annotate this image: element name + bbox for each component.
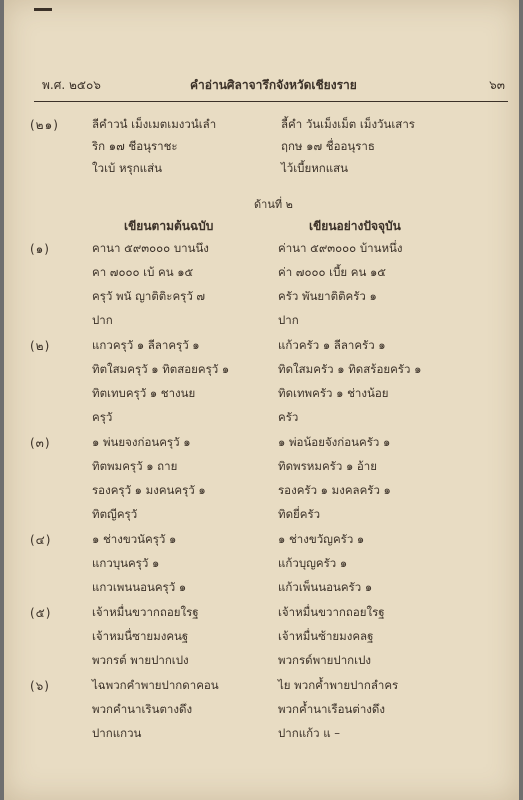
original-line: ๑ ช่างขวนัครุวั ๑ bbox=[92, 532, 177, 546]
original-line: ปาก bbox=[92, 313, 113, 327]
original-line: ทิตใสมครุวั ๑ ทิตสอยครุวั ๑ bbox=[92, 362, 230, 376]
header-year: พ.ศ. ๒๕๐๖ bbox=[42, 78, 101, 92]
modern-line: ปากแก้ว แ – bbox=[278, 726, 341, 740]
original-line: แกวเพนนอนครุวั ๑ bbox=[92, 580, 187, 594]
modern-line: ค่านา ๕๙๓๐๐๐ บ้านหนึ่ง bbox=[278, 241, 403, 255]
side-subtitle: ด้านที่ ๒ bbox=[254, 198, 293, 211]
original-line: ครุวั bbox=[92, 410, 113, 424]
modern-line: ไย พวกค้ำพายปากลำคร bbox=[278, 678, 399, 692]
page-mark bbox=[34, 8, 52, 11]
modern-line: เจ้าหมื่นขวากถอยใรฐ bbox=[278, 605, 385, 619]
original-line: คา ๗๐๐๐ เบ้ คน ๑๕ bbox=[92, 265, 194, 279]
original-line: ไฉพวกคำพายปากดาคอน bbox=[92, 678, 219, 692]
running-header bbox=[4, 76, 519, 96]
modern-line: แก้วบุญครัว ๑ bbox=[278, 556, 348, 570]
modern-line: ครัว พันยาติติครัว ๑ bbox=[278, 289, 377, 303]
entry-number: (๓) bbox=[30, 436, 51, 450]
page-number: ๖๓ bbox=[489, 78, 505, 92]
original-line: แกวครุวั ๑ ลีลาครุวั ๑ bbox=[92, 338, 200, 352]
modern-line: แก้วเพ็นนอนครัว ๑ bbox=[278, 580, 373, 594]
entry-number: (๑) bbox=[30, 242, 50, 256]
modern-line: แก้วครัว ๑ ลีลาครัว ๑ bbox=[278, 338, 386, 352]
entry-number: (๖) bbox=[30, 679, 50, 693]
modern-line: รองครัว ๑ มงคลครัว ๑ bbox=[278, 483, 391, 497]
original-line: แกวบุนครุวั ๑ bbox=[92, 556, 160, 570]
original-line: ริก ๑๗ ชีอนุราชะ bbox=[92, 139, 178, 153]
entry-number: (๒) bbox=[30, 339, 51, 353]
original-line: รองครุวั ๑ มงคนครุวั ๑ bbox=[92, 483, 206, 497]
modern-line: ปาก bbox=[278, 313, 299, 327]
modern-line: ครัว bbox=[278, 410, 299, 424]
original-line: ครุวั พนั ญาติติะครุวั ๗ bbox=[92, 289, 206, 303]
modern-line: ทิดพรหมครัว ๑ อ้าย bbox=[278, 459, 378, 473]
modern-line: ทิดเทพครัว ๑ ช่างน้อย bbox=[278, 386, 389, 400]
modern-line: พวกค้ำนาเรือนต่างดึง bbox=[278, 702, 385, 716]
original-line: ทิตพมครุวั ๑ ถาย bbox=[92, 459, 178, 473]
modern-line: พวกรด์พายปากเปง bbox=[278, 653, 371, 667]
modern-line: ฤกษ ๑๗ ชื่ออนุราธ bbox=[281, 139, 375, 153]
original-line: พวกคำนาเรินตางดึง bbox=[92, 702, 193, 716]
original-line: พวกรต์ พายปากเปง bbox=[92, 653, 189, 667]
column-heading-original: เขียนตามต้นฉบับ bbox=[124, 219, 214, 233]
entry-number: (๔) bbox=[30, 533, 52, 547]
modern-line: ๑ ช่างขวัญครัว ๑ bbox=[278, 532, 365, 546]
original-line: ทิตญีครุวั bbox=[92, 507, 138, 521]
modern-line: ๑ พ่อน้อยจังก่อนครัว ๑ bbox=[278, 435, 391, 449]
original-line: ใวเบ้ หรุกแส่น bbox=[92, 161, 162, 175]
original-line: คานา ๕๙๓๐๐๐ บานนึง bbox=[92, 241, 209, 255]
header-title: คำอ่านศิลาจารึกจังหวัดเชียงราย bbox=[190, 78, 357, 92]
original-line: เจ้าหมื่นขวากถอยใรฐ bbox=[92, 605, 199, 619]
section-number: (๒๑) bbox=[30, 118, 59, 132]
modern-line: ทิดยี่ครัว bbox=[278, 507, 321, 521]
header-rule bbox=[34, 101, 508, 102]
entry-number: (๕) bbox=[30, 606, 52, 620]
book-page bbox=[4, 0, 519, 800]
modern-line: ค่า ๗๐๐๐ เบี้ย คน ๑๕ bbox=[278, 265, 387, 279]
modern-line: เจ้าหมื่นซ้ายมงคลฐ bbox=[278, 629, 374, 643]
original-line: ลีคำวนํ เม็งเมตเมงวนํเลํา bbox=[92, 117, 217, 131]
original-line: ๑ พ่นยจงก่อนครุวั ๑ bbox=[92, 435, 191, 449]
original-line: ปากแกวน bbox=[92, 726, 142, 740]
original-line: ทิตเทบครุวั ๑ ชางนย bbox=[92, 386, 196, 400]
column-heading-modern: เขียนอย่างปัจจุบัน bbox=[309, 219, 401, 233]
original-line: เจ้าหมนื่ซายมงคนฐ bbox=[92, 629, 189, 643]
modern-line: ทิดใสมครัว ๑ ทิดสร้อยครัว ๑ bbox=[278, 362, 422, 376]
modern-line: ไว้เบี้ยหกแสน bbox=[281, 161, 349, 175]
modern-line: ลี้คำ วันเม็งเม็ต เม็งวันเสาร bbox=[281, 117, 415, 131]
